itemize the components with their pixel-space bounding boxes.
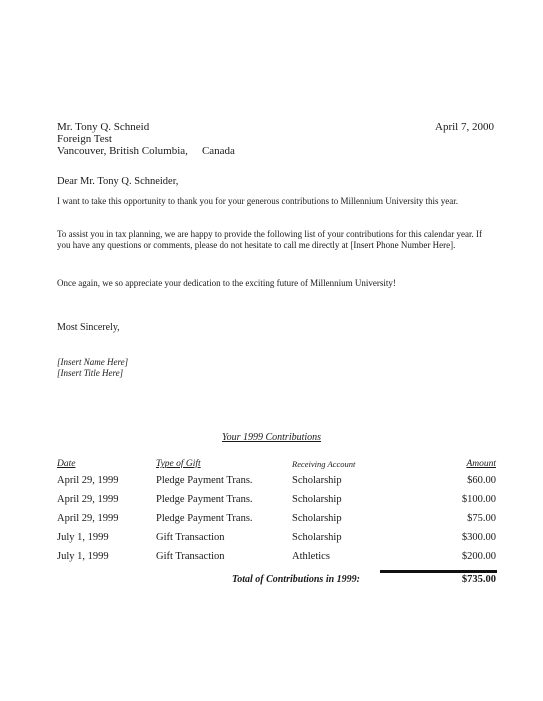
row-amount: $60.00 bbox=[467, 475, 496, 486]
greeting: Dear Mr. Tony Q. Schneider, bbox=[57, 176, 179, 187]
paragraph-thanks: I want to take this opportunity to thank you for your generous contributions to Millennium University this year. bbox=[57, 196, 458, 206]
row-account: Athletics bbox=[292, 551, 330, 562]
recipient-address bbox=[57, 121, 235, 157]
row-account: Scholarship bbox=[292, 513, 342, 524]
row-date: April 29, 1999 bbox=[57, 475, 119, 486]
header-type: Type of Gift bbox=[156, 459, 201, 469]
row-type: Gift Transaction bbox=[156, 551, 225, 562]
total-label: Total of Contributions in 1999: bbox=[232, 574, 360, 585]
table-row bbox=[0, 551, 543, 570]
row-date: July 1, 1999 bbox=[57, 532, 109, 543]
paragraph-closing-remark: Once again, we so appreciate your dedication to the exciting future of Millennium University! bbox=[57, 278, 396, 288]
recipient-line2: Foreign Test bbox=[57, 133, 112, 145]
row-account: Scholarship bbox=[292, 494, 342, 505]
row-type: Pledge Payment Trans. bbox=[156, 494, 253, 505]
row-account: Scholarship bbox=[292, 475, 342, 486]
signature-name: [Insert Name Here] bbox=[57, 357, 129, 367]
row-amount: $75.00 bbox=[467, 513, 496, 524]
letter-date: April 7, 2000 bbox=[435, 121, 494, 133]
recipient-name: Mr. Tony Q. Schneid bbox=[57, 121, 150, 133]
row-amount: $100.00 bbox=[461, 494, 496, 505]
signature-block bbox=[57, 357, 128, 379]
signature-title: [Insert Title Here] bbox=[57, 368, 124, 378]
table-row bbox=[0, 494, 543, 513]
row-account: Scholarship bbox=[292, 532, 342, 543]
row-amount: $200.00 bbox=[461, 551, 496, 562]
header-date: Date bbox=[57, 459, 76, 469]
paragraph-tax-planning: To assist you in tax planning, we are happy to provide the following list of your contributions for this calendar year. If you have any questions or comments, please do not hesitate to call me directly at [Insert Phone Number Here]. bbox=[57, 229, 483, 250]
table-row bbox=[0, 513, 543, 532]
recipient-city-province: Vancouver, British Columbia, bbox=[57, 145, 188, 157]
table-row bbox=[0, 532, 543, 551]
table-row bbox=[0, 475, 543, 494]
row-date: April 29, 1999 bbox=[57, 513, 119, 524]
row-type: Pledge Payment Trans. bbox=[156, 475, 253, 486]
closing: Most Sincerely, bbox=[57, 322, 120, 333]
header-account: Receiving Account bbox=[292, 459, 356, 469]
row-amount: $300.00 bbox=[461, 532, 496, 543]
contributions-title: Your 1999 Contributions bbox=[221, 432, 322, 443]
row-date: April 29, 1999 bbox=[57, 494, 119, 505]
row-date: July 1, 1999 bbox=[57, 551, 109, 562]
row-type: Gift Transaction bbox=[156, 532, 225, 543]
total-amount: $735.00 bbox=[461, 574, 496, 585]
recipient-country: Canada bbox=[201, 145, 235, 157]
recipient-city-line bbox=[57, 145, 235, 157]
total-rule bbox=[380, 570, 497, 573]
row-type: Pledge Payment Trans. bbox=[156, 513, 253, 524]
header-amount: Amount bbox=[466, 459, 496, 469]
